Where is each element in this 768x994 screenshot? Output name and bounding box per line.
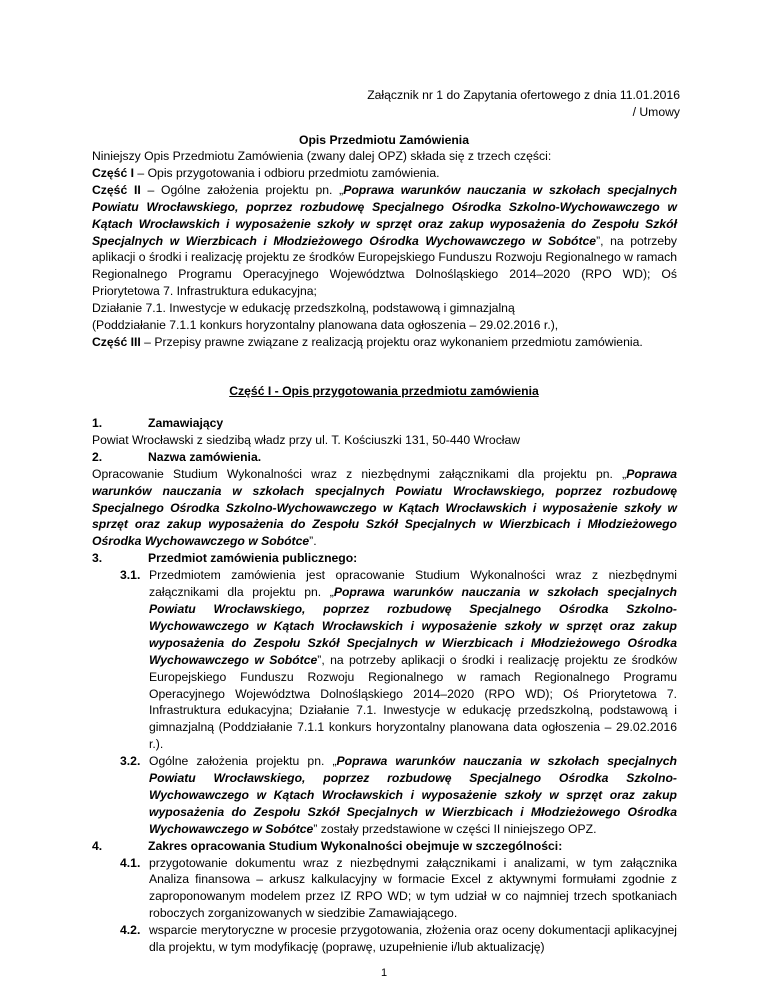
item-title: Nazwa zamówienia. (148, 449, 262, 464)
item-3-2-pre: Ogólne założenia projektu pn. „ (149, 754, 337, 769)
page-number: 1 (380, 967, 388, 979)
item-3-1-pre: Przedmiotem zamówienia jest opracowanie Studium Wykonalności wraz z niezbędnymi załącznikami dla projektu pn. „ (149, 568, 677, 600)
item-4-heading (92, 838, 677, 855)
item-3-2 (92, 753, 677, 838)
part1-text: – Opis przygotowania i odbioru przedmiotu zamówienia. (134, 165, 440, 180)
part2-post: ”, na potrzeby aplikacji o środki i realizację projektu ze środków Europejskiego Funduszu Rozwoju Regionalnego w ramach Regionalnego Programu Operacyjnego Województwa Dolnośląskiego 2014–2020 (RPO WD); Oś Priorytetowa 7. Infrastruktura edukacyjna; (92, 233, 677, 299)
subitem-number: 4.2. (120, 923, 141, 938)
item-title: Zamawiający (148, 416, 224, 430)
item-2-pre: Opracowanie Studium Wykonalności wraz z niezbędnymi załącznikami dla projektu pn. „ (92, 466, 627, 481)
part2-pre: – Ogólne założenia projektu pn. „ (140, 182, 344, 197)
item-2-post: ”. (309, 534, 317, 549)
part2-label: Część II (92, 182, 141, 197)
item-title: Zakres opracowania Studium Wykonalności obejmuje w szczególności: (148, 838, 563, 853)
item-3-1 (92, 567, 677, 753)
section1-block (92, 415, 677, 956)
item-1-heading (92, 415, 677, 432)
item-4-2-text: wsparcie merytoryczne w procesie przygotowania, złożenia oraz oceny dokumentacji aplikacyjnej dla projektu, w tym modyfikację (poprawę, uzupełnienie i/lub aktualizację) (149, 923, 677, 955)
part3-label: Część III (92, 334, 141, 349)
part3-paragraph (92, 334, 677, 351)
item-3-1-project-name: Poprawa warunków nauczania w szkołach specjalnych Powiatu Wrocławskiego, poprzez rozbudowę Specjalnego Ośrodka Szkolno-Wychowawczego w Kątach Wrocławskich i wyposażenie szkoły w sprzęt oraz zakup wyposażenia do Zespołu Szkół Specjalnych w Wierzbicach i Młodzieżowego Ośrodka Wychowawczego w Sobótce (149, 585, 677, 667)
section-heading: Część I - Opis przygotowania przedmiotu zamówienia (229, 384, 539, 398)
subitem-number: 4.1. (120, 855, 141, 870)
item-2-heading (92, 449, 677, 466)
part1-label: Część I (92, 165, 135, 180)
intro-line: Niniejszy Opis Przedmiotu Zamówienia (zwany dalej OPZ) składa się z trzech części: (92, 149, 552, 163)
attachment-header-line2: / Umowy (632, 105, 680, 119)
part2-paragraph (92, 182, 677, 300)
item-4-1-text: przygotowanie dokumentu wraz z niezbędnymi załącznikami i analizami, w tym załącznika Analiza finansowa – arkusz kalkulacyjny w formacie Excel z aktywnymi formułami zgodnie z zaproponowanym modelem przez IZ RPO WD; w tym udział w co najmniej trzech spotkaniach roboczych zorganizowanych w siedzibie Zamawiającego. (149, 855, 677, 921)
item-number: 1. (92, 416, 103, 430)
part2-project-name: Poprawa warunków nauczania w szkołach specjalnych Powiatu Wrocławskiego, poprzez rozbudowę Specjalnego Ośrodka Szkolno-Wychowawczego w Kątach Wrocławskich i wyposażenie szkoły w sprzęt oraz zakup wyposażenia do Zespołu Szkół Specjalnych w Wierzbicach i Młodzieżowego Ośrodka Wychowawczego w Sobótce (92, 182, 678, 248)
item-2-project-name: Poprawa warunków nauczania w szkołach specjalnych Powiatu Wrocławskiego, poprzez rozbudowę Specjalnego Ośrodka Szkolno-Wychowawczego w Kątach Wrocławskich i wyposażenie szkoły w sprzęt oraz zakup wyposażenia do Zespołu Szkół Specjalnych w Wierzbicach i Młodzieżowego Ośrodka Wychowawczego w Sobótce (92, 466, 677, 549)
dzialanie-line: Działanie 7.1. Inwestycje w edukację przedszkolną, podstawową i gimnazjalną (92, 301, 515, 316)
item-2-text (92, 466, 677, 551)
item-number: 2. (92, 449, 103, 464)
intro-block (92, 148, 677, 351)
item-3-2-post: ” zostały przedstawione w części II niniejszego OPZ. (313, 821, 597, 836)
item-3-heading (92, 550, 677, 567)
attachment-header-line1: Załącznik nr 1 do Zapytania ofertowego z dnia 11.01.2016 (367, 88, 680, 102)
subitem-number: 3.1. (120, 568, 141, 583)
document-title: Opis Przedmiotu Zamówienia (299, 133, 469, 147)
item-3-1-post: ”, na potrzeby aplikacji o środki i realizację projektu ze środków Europejskiego Funduszu Rozwoju Regionalnego w ramach Regionalnego Programu Operacyjnego Województwa Dolnośląskiego 2014–2020 (RPO WD); Oś Priorytetowa 7. Infrastruktura edukacyjna; Działanie 7.1. Inwestycje w edukację przedszkolną, podstawową i gimnazjalną (Poddziałanie 7.1.1 konkurs horyzontalny planowana data ogłoszenia – 29.02.2016 r.). (149, 652, 677, 752)
item-title: Przedmiot zamówienia publicznego: (148, 551, 358, 566)
item-4-1 (92, 855, 677, 923)
part3-text: – Przepisy prawne związane z realizacją projektu oraz wykonaniem przedmiotu zamówienia. (140, 334, 643, 349)
item-3-2-project-name: Poprawa warunków nauczania w szkołach specjalnych Powiatu Wrocławskiego, poprzez rozbudowę Specjalnego Ośrodka Szkolno-Wychowawczego w Kątach Wrocławskich i wyposażenie szkoły w sprzęt oraz zakup wyposażenia do Zespołu Szkół Specjalnych w Wierzbicach i Młodzieżowego Ośrodka Wychowawczego w Sobótce (149, 754, 678, 836)
item-number: 3. (92, 551, 103, 566)
item-1-text: Powiat Wrocławski z siedzibą władz przy ul. T. Kościuszki 131, 50-440 Wrocław (92, 432, 521, 447)
part1-paragraph (92, 165, 677, 182)
poddzialanie-line: (Poddziałanie 7.1.1 konkurs horyzontalny planowana data ogłoszenia – 29.02.2016 r.), (92, 318, 559, 333)
subitem-number: 3.2. (120, 754, 141, 769)
item-number: 4. (92, 838, 103, 853)
item-4-2 (92, 922, 677, 956)
